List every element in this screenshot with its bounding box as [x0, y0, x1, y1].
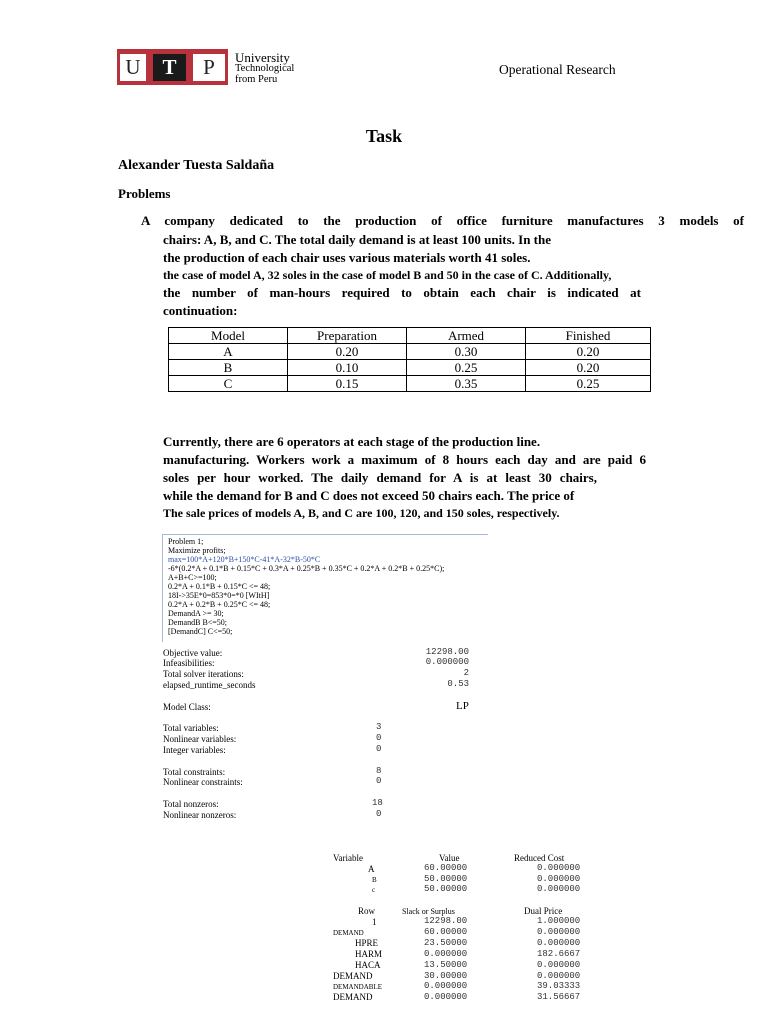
stat-value: 8 [376, 766, 382, 776]
rows-header-slack: Slack or Surplus [402, 907, 455, 916]
paragraph2-line-4: while the demand for B and C does not exceed 50 chairs each. The price of [163, 488, 575, 503]
stat-label: Total variables: [163, 723, 219, 733]
model-class-label: Model Class: [163, 702, 211, 712]
university-name [235, 52, 294, 85]
course-name: Operational Research [499, 62, 616, 77]
paragraph2-line-2: manufacturing. Workers work a maximum of 8 hours each day and are paid 6 [163, 452, 646, 467]
row-slack: 12298.00 [424, 916, 468, 926]
table-cell: 0.20 [288, 344, 407, 360]
stat-value: 0 [376, 776, 382, 786]
code-line: 18I->35E*0=853*0=*0 [WItH] [168, 591, 270, 600]
variable-value: 50.00000 [424, 884, 468, 894]
table-cell: 0.30 [407, 344, 526, 360]
variables-header-reduced-cost: Reduced Cost [514, 853, 565, 863]
table-header-row [169, 328, 651, 344]
rows-header-dual-price: Dual Price [524, 906, 563, 916]
table-cell: B [169, 360, 288, 376]
row-name: HACA [355, 960, 381, 970]
paragraph2-line-3: soles per hour worked. The daily demand for A is at least 30 chairs, [163, 470, 597, 485]
table-cell: 0.25 [407, 360, 526, 376]
stat-label: Integer variables: [163, 745, 226, 755]
row-dual-price: 39.03333 [537, 981, 581, 991]
stat-label: Nonlinear nonzeros: [163, 810, 237, 820]
university-line-3: from Peru [235, 74, 278, 85]
paragraph2-line-5: The sale prices of models A, B, and C are 100, 120, and 150 soles, respectively. [163, 506, 560, 520]
table-header-armed: Armed [407, 328, 526, 344]
row-name: DEMANDABLE [333, 983, 382, 991]
variable-reduced-cost: 0.000000 [537, 863, 581, 873]
variable-reduced-cost: 0.000000 [537, 874, 581, 884]
code-line: Maximize profits; [168, 546, 226, 555]
stat-value: 0 [376, 744, 382, 754]
stat-value: 0 [376, 809, 382, 819]
paragraph1-line-4: the case of model A, 32 soles in the case of model B and 50 in the case of C. Additionally, [163, 268, 612, 282]
table-cell: 0.15 [288, 376, 407, 392]
row-slack: 0.000000 [424, 992, 468, 1002]
stat-value: 3 [376, 722, 382, 732]
variables-header-variable: Variable [333, 853, 363, 863]
paragraph1-line-3: the production of each chair uses various materials worth 41 soles. [163, 250, 531, 265]
row-name: HARM [355, 949, 383, 959]
code-line: max=100*A+120*B+150*C-41*A-32*B-50*C [168, 555, 321, 564]
row-name: DEMAND [333, 992, 373, 1002]
code-line: -6*(0.2*A + 0.1*B + 0.15*C + 0.3*A + 0.25*B + 0.35*C + 0.2*A + 0.2*B + 0.25*C); [168, 564, 445, 573]
variable-name: c [372, 886, 376, 894]
row-name: HPRE [355, 938, 379, 948]
model-code [168, 537, 444, 636]
stat-value: 18 [372, 798, 383, 808]
row-dual-price: 0.000000 [537, 971, 581, 981]
table-row [169, 360, 651, 376]
code-line: Problem 1; [168, 537, 204, 546]
utp-logo [117, 49, 228, 85]
page-title: Task [365, 126, 403, 146]
university-line-2: Technological [235, 63, 295, 74]
paragraph2-line-1: Currently, there are 6 operators at each stage of the production line. [163, 434, 541, 449]
status-label: Total solver iterations: [163, 669, 244, 679]
table-cell: 0.20 [526, 344, 651, 360]
stat-value: 0 [376, 733, 382, 743]
code-line: 0.2*A + 0.2*B + 0.25*C <= 48; [168, 600, 271, 609]
variables-header-value: Value [439, 853, 460, 863]
row-name: DEMAND [333, 929, 364, 937]
table-cell: 0.10 [288, 360, 407, 376]
stat-label: Total constraints: [163, 767, 226, 777]
university-line-1: University [235, 50, 290, 65]
row-dual-price: 0.000000 [537, 938, 581, 948]
table-cell: A [169, 344, 288, 360]
paragraph1-line-2: chairs: A, B, and C. The total daily demand is at least 100 units. In the [163, 232, 552, 247]
rows-header-row: Row [358, 906, 376, 916]
status-label: Infeasibilities: [163, 658, 215, 668]
variable-name: B [372, 876, 377, 884]
author-name: Alexander Tuesta Saldaña [118, 158, 275, 173]
table-header-model: Model [169, 328, 288, 344]
section-heading: Problems [118, 186, 171, 201]
row-dual-price: 182.6667 [537, 949, 581, 959]
stat-label: Nonlinear constraints: [163, 777, 243, 787]
table-cell: 0.25 [526, 376, 651, 392]
status-value: 12298.00 [425, 647, 469, 657]
table-row [169, 344, 651, 360]
variable-name: A [368, 864, 375, 874]
variable-value: 60.00000 [424, 863, 468, 873]
paragraph1-line-1: A company dedicated to the production of office furniture manufactures 3 models of [141, 213, 744, 228]
table-cell: 0.35 [407, 376, 526, 392]
paragraph1-line-6: continuation: [163, 303, 238, 318]
code-line: DemandA >= 30; [168, 609, 224, 618]
paragraph1-line-5: the number of man-hours required to obtain each chair is indicated at [163, 285, 641, 300]
row-slack: 13.50000 [424, 960, 468, 970]
status-label: Objective value: [163, 648, 223, 658]
logo-letter-u: U [120, 54, 146, 81]
stat-label: Total nonzeros: [163, 799, 219, 809]
status-value: 2 [463, 668, 469, 678]
table-row [169, 376, 651, 392]
row-dual-price: 0.000000 [537, 960, 581, 970]
code-line: [DemandC] C<=50; [168, 627, 233, 636]
row-dual-price: 31.56667 [537, 992, 581, 1002]
status-value: 0.000000 [425, 657, 469, 667]
table-cell: C [169, 376, 288, 392]
row-slack: 0.000000 [424, 949, 468, 959]
stat-label: Nonlinear variables: [163, 734, 237, 744]
model-class-value: LP [456, 700, 469, 712]
status-label: elapsed_runtime_seconds [163, 680, 256, 690]
table-cell: 0.20 [526, 360, 651, 376]
table-header-finished: Finished [526, 328, 651, 344]
code-line: A+B+C>=100; [168, 573, 217, 582]
variable-reduced-cost: 0.000000 [537, 884, 581, 894]
logo-letter-p: P [193, 54, 225, 81]
status-value: 0.53 [447, 679, 469, 689]
row-dual-price: 1.000000 [537, 916, 581, 926]
row-dual-price: 0.000000 [537, 927, 581, 937]
man-hours-table [168, 327, 651, 392]
row-slack: 30.00000 [424, 971, 468, 981]
logo-letter-t: T [153, 54, 186, 81]
code-line: DemandB B<=50; [168, 618, 228, 627]
row-slack: 0.000000 [424, 981, 468, 991]
table-header-preparation: Preparation [288, 328, 407, 344]
row-name: 1 [372, 917, 377, 927]
row-slack: 23.50000 [424, 938, 468, 948]
code-line: 0.2*A + 0.1*B + 0.15*C <= 48; [168, 582, 271, 591]
row-slack: 60.00000 [424, 927, 468, 937]
row-name: DEMAND [333, 971, 373, 981]
variable-value: 50.00000 [424, 874, 468, 884]
